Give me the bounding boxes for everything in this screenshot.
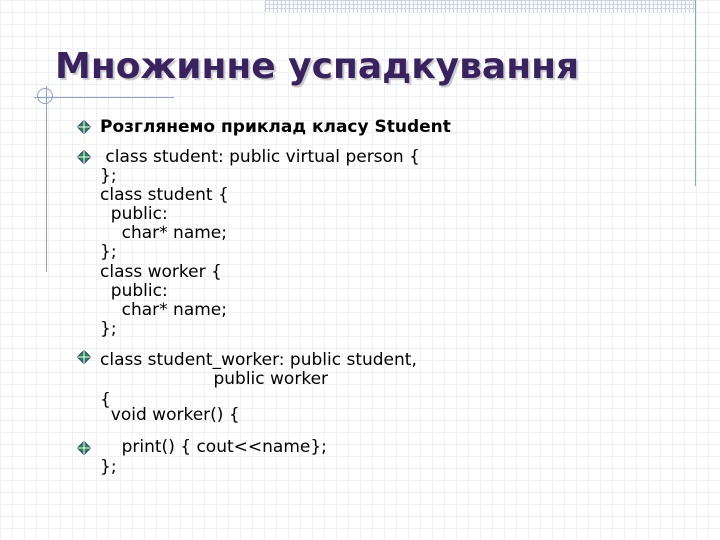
code-line: }; — [100, 319, 117, 339]
bullet-text-intro: Розглянемо приклад класу Student — [100, 117, 451, 137]
code-line: class student: public virtual person { — [100, 147, 420, 167]
decorative-left-line — [46, 86, 47, 272]
code-line: }; — [100, 242, 117, 262]
decorative-dotted-strip — [265, 0, 695, 12]
code-line: }; — [100, 457, 117, 477]
code-line: class student { — [100, 185, 229, 205]
code-line: void worker() { — [100, 405, 240, 425]
decorative-right-line — [695, 0, 696, 186]
code-line: char* name; — [100, 223, 227, 243]
code-line: class student_worker: public student, — [100, 350, 417, 370]
code-line: public: — [100, 204, 168, 224]
code-line: print() { cout<<name}; — [100, 437, 327, 457]
code-line: }; — [100, 166, 117, 186]
diamond-bullet-icon — [77, 441, 91, 455]
decorative-circle — [37, 88, 53, 104]
code-line: public: — [100, 281, 168, 301]
code-line: public worker — [100, 369, 329, 389]
slide-title: Множинне успадкування — [55, 46, 580, 87]
code-line: { — [100, 390, 111, 410]
diamond-bullet-icon — [77, 120, 91, 134]
code-line: char* name; — [100, 300, 227, 320]
code-line: class worker { — [100, 262, 222, 282]
decorative-title-underline — [34, 97, 174, 98]
diamond-bullet-icon — [77, 350, 91, 364]
diamond-bullet-icon — [77, 150, 91, 164]
